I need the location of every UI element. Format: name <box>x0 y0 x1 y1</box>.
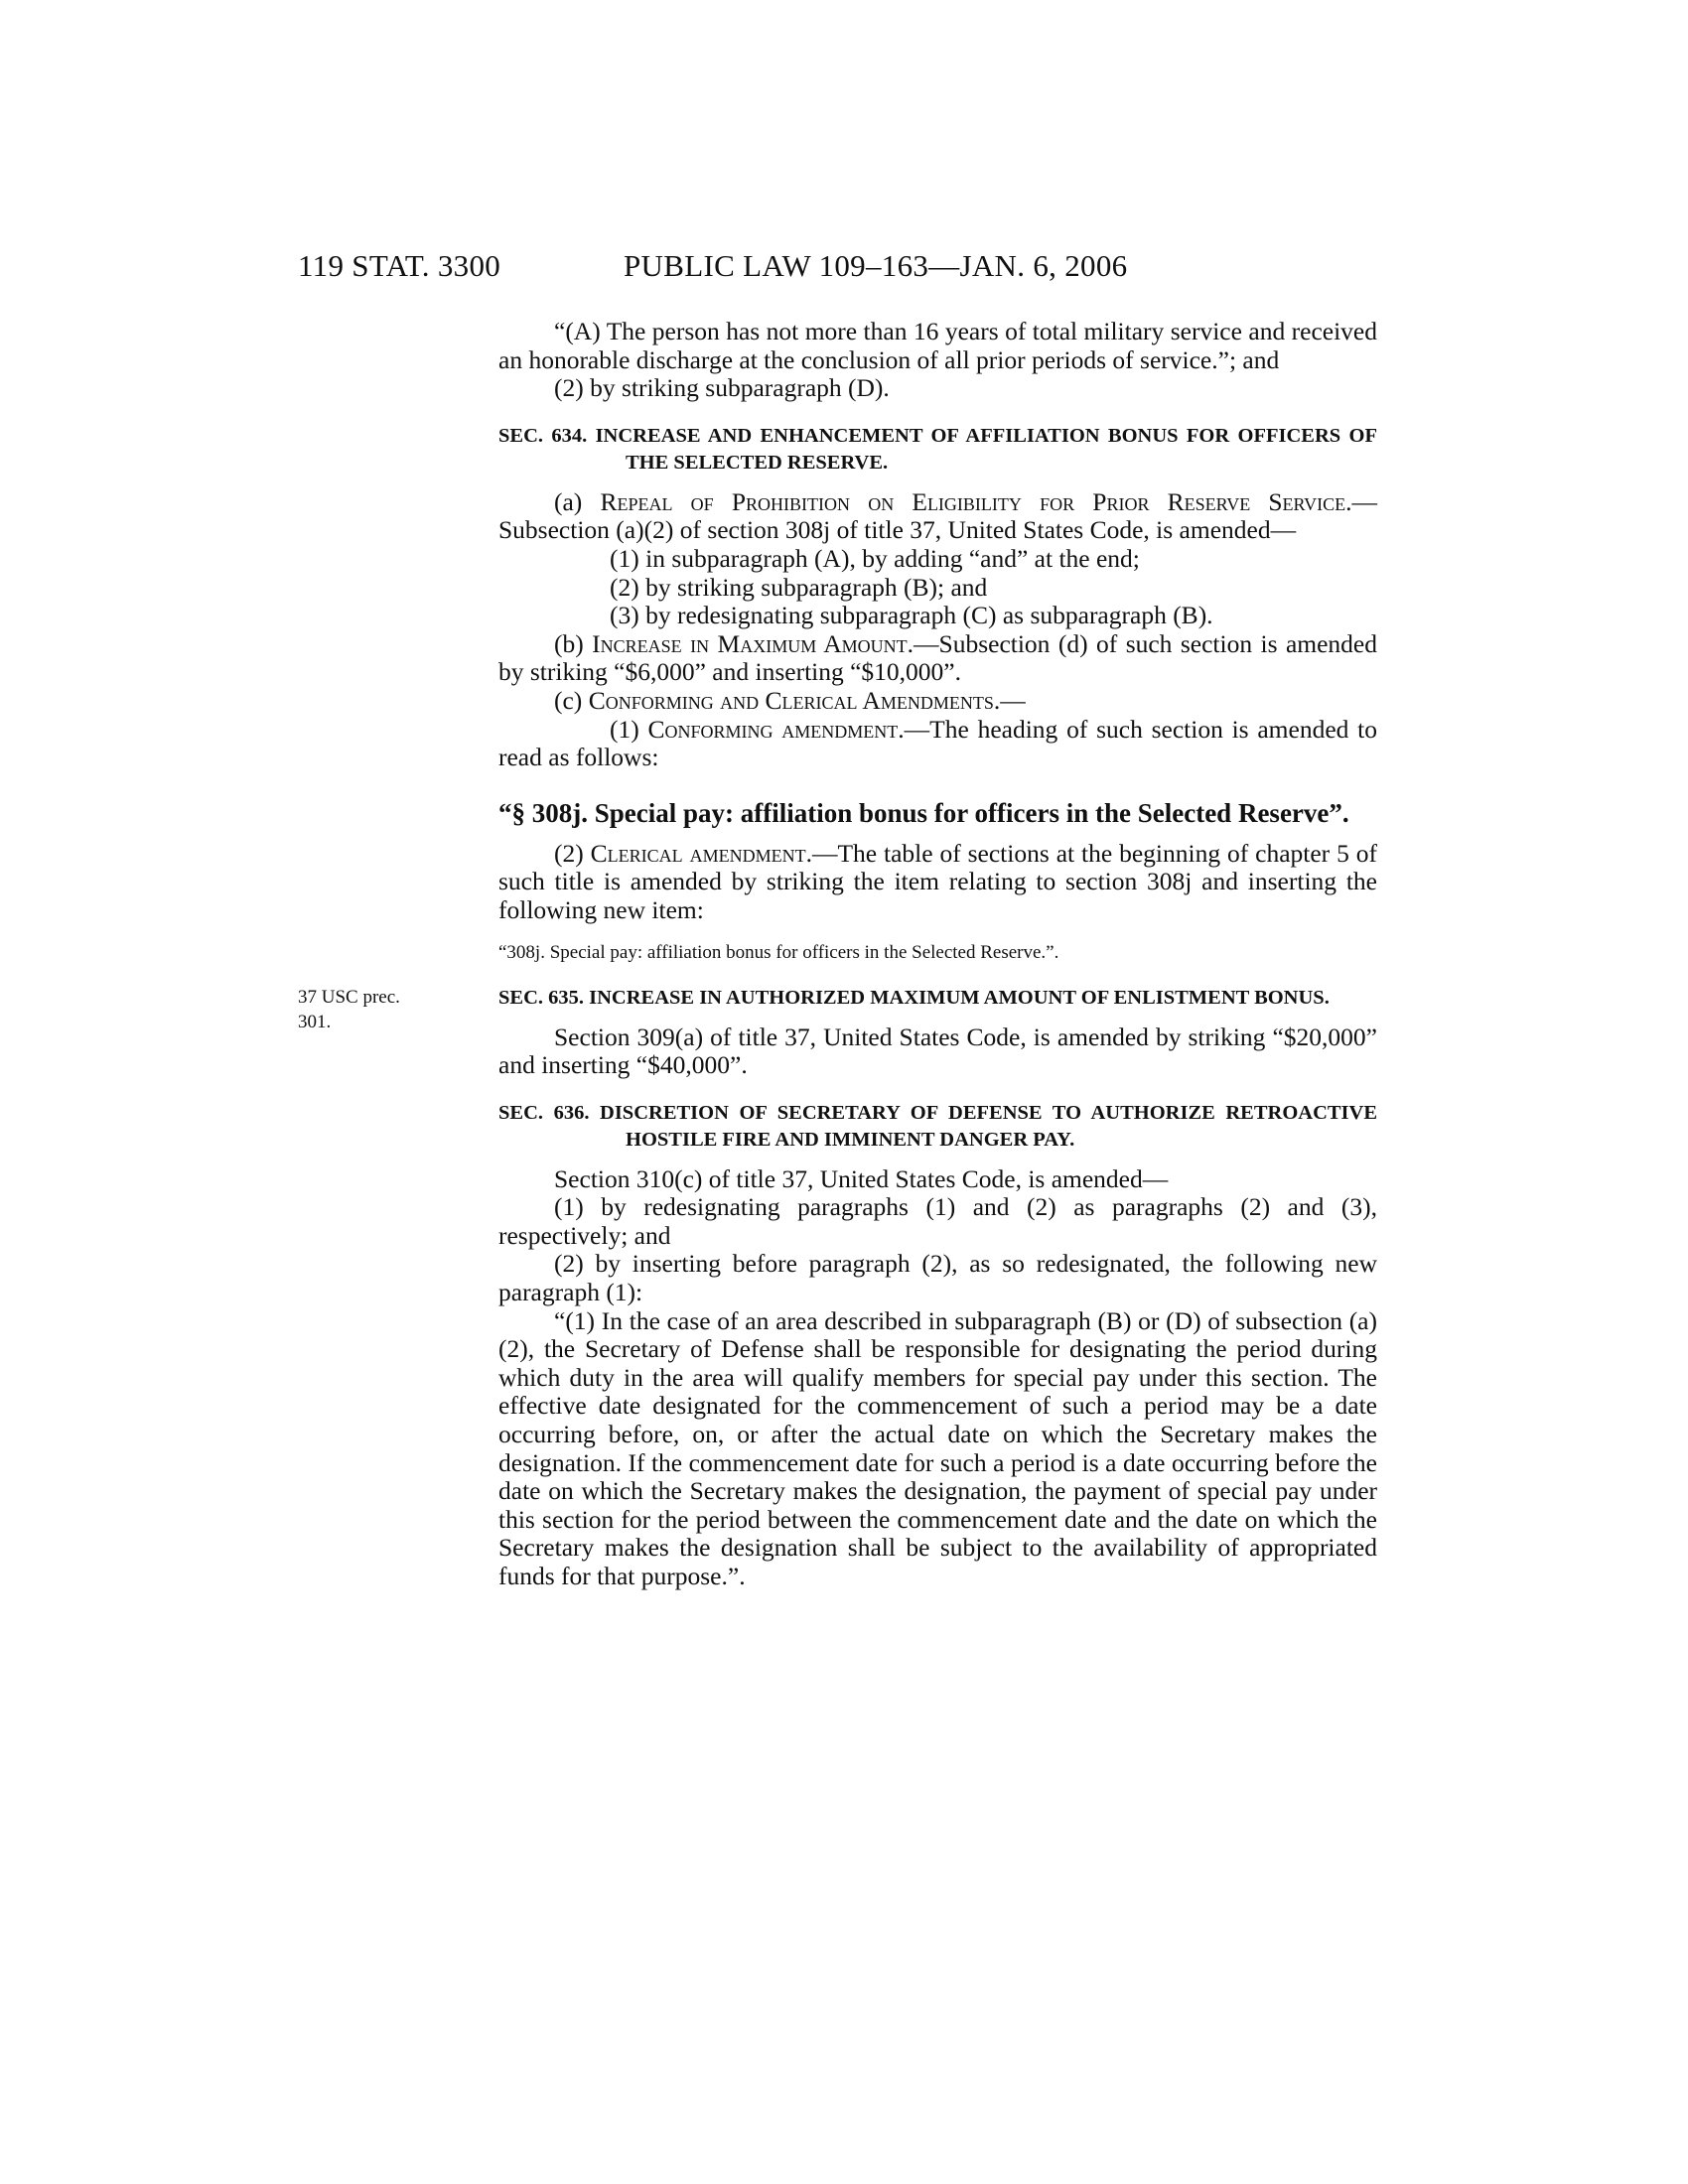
section-636-text: Section 310(c) of title 37, United States Code, is amended— <box>554 1163 1169 1193</box>
margin-note-line: 37 USC prec. <box>298 987 400 1008</box>
paragraph-a3: (3) by redesignating subparagraph (C) as subparagraph (B). <box>610 601 1213 630</box>
subsection-b: (b) Increase in Maximum Amount.—Subsection (d) of such section is amended by striking “$6,000” and inserting “$10,000”. <box>498 628 1377 687</box>
paragraph-636-2: (2) by inserting before paragraph (2), as so redesignated, the following new paragraph (1): <box>498 1249 1377 1307</box>
quoted-subparagraph-a: “(A) The person has not more than 16 years of total military service and received an honorable discharge at the conclusion of all prior periods of service.”; and <box>498 317 1377 374</box>
margin-note-line: 301. <box>298 1012 332 1032</box>
section-635-text: Section 309(a) of title 37, United States Code, is amended by striking “$20,000” and inserting “$40,000”. <box>498 1022 1377 1080</box>
paragraph-c2: (2) Clerical amendment.—The table of sections at the beginning of chapter 5 of such title is amended by striking the item relating to section 308j and inserting the following new item: <box>498 838 1377 924</box>
section-635-heading: SEC. 635. INCREASE IN AUTHORIZED MAXIMUM AMOUNT OF ENLISTMENT BONUS. <box>498 986 1330 1009</box>
paragraph-a2: (2) by striking subparagraph (B); and <box>610 572 988 602</box>
paragraph-a1: (1) in subparagraph (A), by adding “and” at the end; <box>610 543 1140 573</box>
paragraph-heading: Clerical amendment <box>590 838 806 868</box>
margin-note <box>298 985 427 1034</box>
text-column <box>498 318 1377 1591</box>
table-of-sections-item: “308j. Special pay: affiliation bonus for officers in the Selected Reserve.”. <box>498 941 1059 963</box>
paragraph-636-1: (1) by redesignating paragraphs (1) and (2) as paragraphs (2) and (3), respectively; and <box>498 1192 1377 1250</box>
running-head: PUBLIC LAW 109–163—JAN. 6, 2006 <box>624 248 1128 283</box>
subsection-c: (c) Conforming and Clerical Amendments.— <box>554 685 1026 715</box>
subsection-a: (a) Repeal of Prohibition on Eligibility for Prior Reserve Service.—Subsection (a)(2) of section 308j of title 37, United States Code, is amended— <box>498 486 1377 545</box>
section-636-heading: SEC. 636. DISCRETION OF SECRETARY OF DEFENSE TO AUTHORIZE RETROACTIVE HOSTILE FIRE AND IMMINENT DANGER PAY. <box>498 1101 1377 1151</box>
quoted-paragraph-1: “(1) In the case of an area described in subparagraph (B) or (D) of subsection (a)(2), the Secretary of Defense shall be responsible for designating the period during which duty in the area will qualify members for special pay under this section. The effective date designated for the commencement of such a period may be a date occurring before, on, or after the actual date on which the Secretary makes the designation. If the commencement date for such a period is a date occurring before the date on which the Secretary makes the designation, the payment of special pay under this section for the period between the commencement date and the date on which the Secretary makes the designation shall be subject to the availability of appropriated funds for that purpose.”. <box>498 1305 1377 1590</box>
section-634-heading: SEC. 634. INCREASE AND ENHANCEMENT OF AFFILIATION BONUS FOR OFFICERS OF THE SELECTED RESERVE. <box>498 424 1377 474</box>
paragraph-c1: (1) Conforming amendment.—The heading of such section is amended to read as follows: <box>498 714 1378 772</box>
subsection-heading: Conforming and Clerical Amendments <box>588 685 994 715</box>
subsection-heading: Increase in Maximum Amount <box>592 628 908 658</box>
paragraph-2: (2) by striking subparagraph (D). <box>554 373 890 403</box>
paragraph-heading: Conforming amendment <box>647 714 899 744</box>
section-308j-heading: “§ 308j. Special pay: affiliation bonus for officers in the Selected Reserve”. <box>498 797 1349 828</box>
subsection-heading: Repeal of Prohibition on Eligibility for Prior Reserve Service <box>600 486 1346 516</box>
statute-page-number: 119 STAT. 3300 <box>298 248 501 283</box>
